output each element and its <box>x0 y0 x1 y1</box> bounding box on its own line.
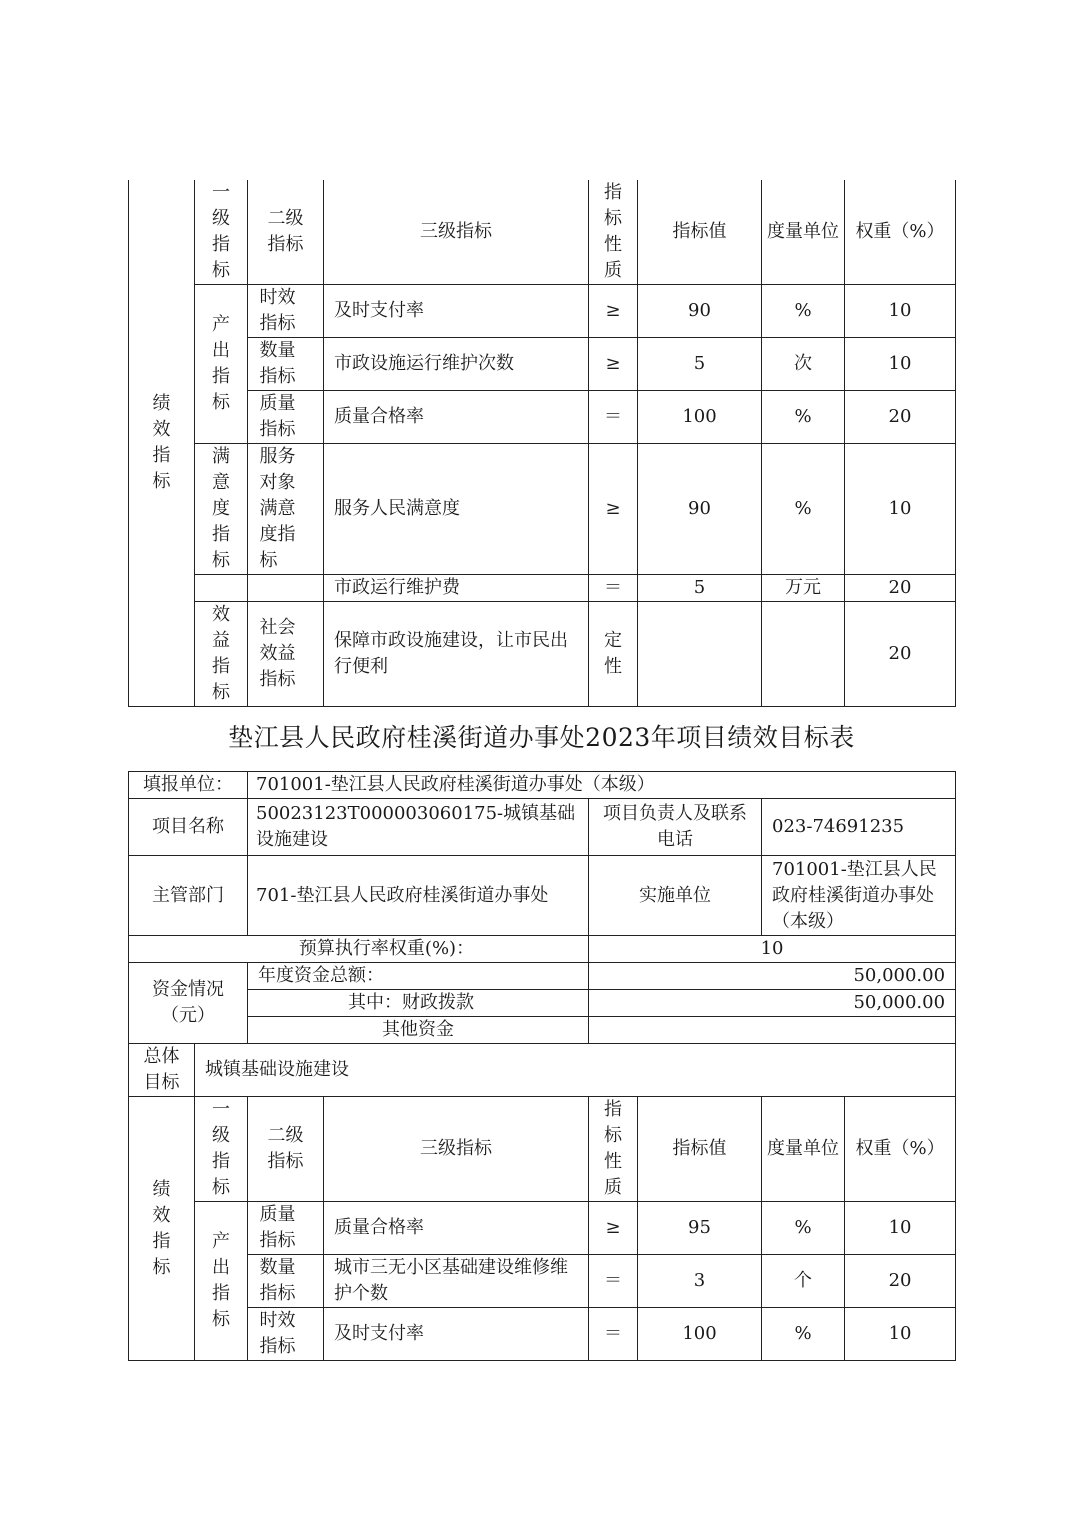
level2-cell <box>248 285 324 338</box>
value-header: 指标值 <box>638 180 762 285</box>
level2-cell <box>248 1202 324 1255</box>
unit-row <box>129 772 956 799</box>
level2-cell <box>248 391 324 444</box>
nature-cell: ＝ <box>589 391 638 444</box>
table-row <box>129 1202 956 1255</box>
nature-cell: ≥ <box>589 1202 638 1255</box>
value-cell: 100 <box>638 1308 762 1361</box>
level2-cell <box>248 602 324 707</box>
level3-cell: 城市三无小区基础建设维修维护个数 <box>324 1255 589 1308</box>
level3-cell: 质量合格率 <box>324 1202 589 1255</box>
table-row <box>129 338 956 391</box>
unit-label: 填报单位： <box>129 772 248 799</box>
perf-indicator-cell <box>129 180 195 707</box>
level3-cell: 市政设施运行维护次数 <box>324 338 589 391</box>
nature-cell <box>589 602 638 707</box>
value-cell: 3 <box>638 1255 762 1308</box>
unit-header <box>762 1097 845 1202</box>
nature-text: 定性 <box>604 630 622 677</box>
header-row <box>129 180 956 285</box>
weight-cell: 20 <box>845 602 956 707</box>
level1-header <box>195 180 248 285</box>
value-cell: 95 <box>638 1202 762 1255</box>
fund-fiscal-value: 50,000.00 <box>589 990 956 1017</box>
output-indicator-label: 产出指标 <box>212 314 230 413</box>
level2-text: 数量指标 <box>259 340 296 387</box>
level3-header: 三级指标 <box>324 1097 589 1202</box>
nature-header-text: 指标性质 <box>604 182 622 281</box>
dept-value: 701-垫江县人民政府桂溪街道办事处 <box>248 856 589 936</box>
value-cell: 90 <box>638 444 762 575</box>
fund-fiscal-label: 其中：财政拨款 <box>248 990 589 1017</box>
level2-cell <box>248 575 324 602</box>
nature-header-text: 指标性质 <box>604 1099 622 1198</box>
satisfaction-indicator-label: 满意度指标 <box>212 446 230 571</box>
dept-label: 主管部门 <box>129 856 248 936</box>
contact-label: 项目负责人及联系电话 <box>603 803 747 850</box>
unit-value: 701001-垫江县人民政府桂溪街道办事处（本级） <box>248 772 956 799</box>
goal-value: 城镇基础设施建设 <box>195 1044 956 1097</box>
level2-text: 质量指标 <box>259 393 296 440</box>
level2-cell <box>248 1255 324 1308</box>
perf-indicator-label: 绩效指标 <box>152 393 171 492</box>
value-cell: 5 <box>638 575 762 602</box>
weight-cell: 10 <box>845 1308 956 1361</box>
goal-label: 总体目标 <box>143 1046 180 1093</box>
impl-value: 701001-垫江县人民政府桂溪街道办事处（本级） <box>762 856 956 936</box>
table-row <box>129 1255 956 1308</box>
fund-total-row <box>129 963 956 990</box>
level3-cell: 及时支付率 <box>324 1308 589 1361</box>
nature-header <box>589 180 638 285</box>
fund-label: 资金情况（元） <box>152 979 224 1026</box>
weight-cell: 10 <box>845 338 956 391</box>
value-header: 指标值 <box>638 1097 762 1202</box>
fund-other-label: 其他资金 <box>248 1017 589 1044</box>
contact-label-cell <box>589 799 762 856</box>
level3-cell: 服务人民满意度 <box>324 444 589 575</box>
impl-label: 实施单位 <box>589 856 762 936</box>
budget-row <box>129 936 956 963</box>
benefit-indicator-cell <box>195 602 248 707</box>
fund-other-row <box>129 1017 956 1044</box>
level3-cell: 质量合格率 <box>324 391 589 444</box>
project-value: 50023123T000003060175-城镇基础设施建设 <box>248 799 589 856</box>
weight-cell: 10 <box>845 444 956 575</box>
level2-header-text: 二级指标 <box>267 1125 304 1172</box>
fund-label-cell <box>129 963 248 1044</box>
level3-cell: 及时支付率 <box>324 285 589 338</box>
value-cell <box>638 602 762 707</box>
level2-text: 社会效益指标 <box>259 617 296 690</box>
output-indicator-label: 产出指标 <box>212 1231 230 1330</box>
project-performance-table <box>128 771 956 1361</box>
level2-text: 时效指标 <box>259 287 296 334</box>
level1-header-text: 一级指标 <box>212 182 230 281</box>
unit-cell: % <box>762 444 845 575</box>
nature-header <box>589 1097 638 1202</box>
output-indicator-cell <box>195 285 248 444</box>
unit-header <box>762 180 845 285</box>
project-label: 项目名称 <box>129 799 248 856</box>
project-row <box>129 799 956 856</box>
unit-cell: 个 <box>762 1255 845 1308</box>
dept-row <box>129 856 956 936</box>
goal-label-cell <box>129 1044 195 1097</box>
benefit-indicator-label: 效益指标 <box>212 604 230 703</box>
level2-text: 服务对象满意度指标 <box>259 446 296 571</box>
unit-cell <box>762 602 845 707</box>
output-indicator-cell <box>195 1202 248 1361</box>
table-row <box>129 391 956 444</box>
level2-header <box>248 1097 324 1202</box>
weight-header: 权重（%） <box>845 180 956 285</box>
level1-header <box>195 1097 248 1202</box>
table-row <box>129 285 956 338</box>
unit-cell: % <box>762 1308 845 1361</box>
unit-cell: 万元 <box>762 575 845 602</box>
table-row <box>129 444 956 575</box>
weight-cell: 20 <box>845 575 956 602</box>
perf-indicator-cell <box>129 1097 195 1361</box>
unit-cell: % <box>762 391 845 444</box>
table-row <box>129 1308 956 1361</box>
nature-cell: ≥ <box>589 285 638 338</box>
unit-header-text: 度量单位 <box>767 221 839 242</box>
performance-table-continued <box>128 180 956 707</box>
nature-cell: ＝ <box>589 575 638 602</box>
level2-header-text: 二级指标 <box>267 208 304 255</box>
weight-cell: 20 <box>845 1255 956 1308</box>
nature-cell: ≥ <box>589 444 638 575</box>
unit-header-text: 度量单位 <box>767 1138 839 1159</box>
fund-other-value <box>589 1017 956 1044</box>
empty-cell <box>195 575 248 602</box>
unit-cell: % <box>762 285 845 338</box>
nature-cell: ＝ <box>589 1308 638 1361</box>
value-cell: 5 <box>638 338 762 391</box>
nature-cell: ≥ <box>589 338 638 391</box>
contact-value: 023-74691235 <box>762 799 956 856</box>
level2-cell <box>248 1308 324 1361</box>
weight-cell: 10 <box>845 1202 956 1255</box>
unit-cell: % <box>762 1202 845 1255</box>
level3-header: 三级指标 <box>324 180 589 285</box>
satisfaction-indicator-cell <box>195 444 248 575</box>
document-title: 垫江县人民政府桂溪街道办事处2023年项目绩效目标表 <box>228 723 855 752</box>
level3-cell: 保障市政设施建设，让市民出行便利 <box>324 602 589 707</box>
level2-cell <box>248 338 324 391</box>
level2-text: 时效指标 <box>259 1310 296 1357</box>
level3-cell: 市政运行维护费 <box>324 575 589 602</box>
budget-value: 10 <box>589 936 956 963</box>
perf-indicator-label: 绩效指标 <box>152 1178 171 1278</box>
unit-cell: 次 <box>762 338 845 391</box>
table-row <box>129 575 956 602</box>
level2-text: 质量指标 <box>259 1204 296 1251</box>
weight-header: 权重（%） <box>845 1097 956 1202</box>
nature-cell: ＝ <box>589 1255 638 1308</box>
level2-header <box>248 180 324 285</box>
table-row <box>129 602 956 707</box>
value-cell: 100 <box>638 391 762 444</box>
budget-label: 预算执行率权重(%)： <box>129 936 589 963</box>
weight-cell: 20 <box>845 391 956 444</box>
fund-total-value: 50,000.00 <box>589 963 956 990</box>
fund-total-label: 年度资金总额： <box>248 963 589 990</box>
weight-cell: 10 <box>845 285 956 338</box>
value-cell: 90 <box>638 285 762 338</box>
level2-cell <box>248 444 324 575</box>
fund-fiscal-row <box>129 990 956 1017</box>
header-row <box>129 1097 956 1202</box>
level2-text: 数量指标 <box>259 1257 296 1304</box>
level1-header-text: 一级指标 <box>212 1099 230 1198</box>
goal-row <box>129 1044 956 1097</box>
